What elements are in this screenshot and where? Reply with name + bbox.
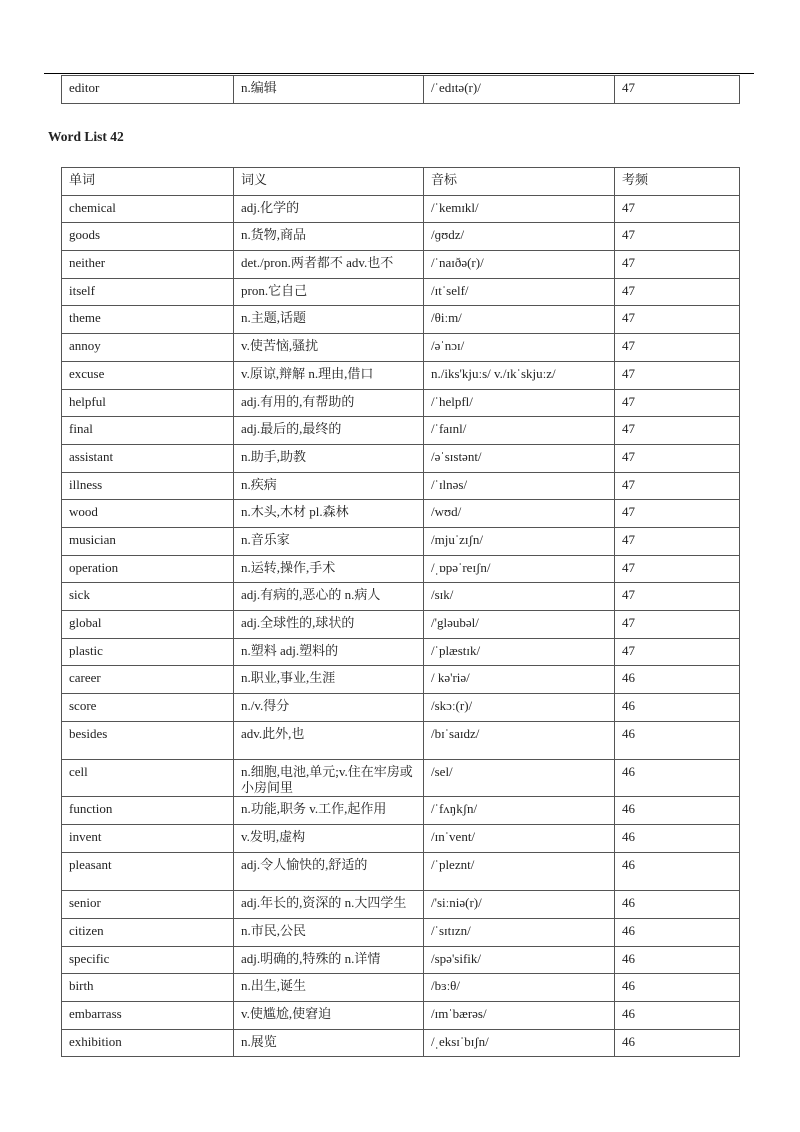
meaning-cell: adj.全球性的,球状的: [234, 611, 424, 639]
frequency-cell: 47: [615, 638, 740, 666]
table-row: [62, 694, 740, 722]
phonetic-cell: /ˌeksɪˈbɪʃn/: [424, 1029, 615, 1057]
meaning-cell: adj.年长的,资深的 n.大四学生: [234, 891, 424, 919]
table-row: [62, 389, 740, 417]
phonetic-cell: / kə'riə/: [424, 666, 615, 694]
word-cell: global: [62, 611, 234, 639]
meaning-cell: adj.化学的: [234, 195, 424, 223]
meaning-cell: adj.有病的,恶心的 n.病人: [234, 583, 424, 611]
frequency-cell: 47: [615, 472, 740, 500]
meaning-cell: pron.它自己: [234, 278, 424, 306]
table-row: [62, 278, 740, 306]
table-row: [62, 417, 740, 445]
header-meaning: 词义: [234, 168, 424, 196]
frequency-cell: 46: [615, 1001, 740, 1029]
phonetic-cell: /ˈsɪtɪzn/: [424, 918, 615, 946]
meaning-cell: det./pron.两者都不 adv.也不: [234, 251, 424, 279]
frequency-cell: 47: [615, 527, 740, 555]
frequency-cell: 47: [615, 278, 740, 306]
phonetic-cell: /ɪmˈbærəs/: [424, 1001, 615, 1029]
frequency-cell: 46: [615, 918, 740, 946]
table-row: [62, 1029, 740, 1057]
word-cell: final: [62, 417, 234, 445]
word-cell: excuse: [62, 361, 234, 389]
frequency-cell: 46: [615, 760, 740, 797]
frequency-cell: 46: [615, 852, 740, 891]
table-row: [62, 974, 740, 1002]
meaning-cell: n.塑料 adj.塑料的: [234, 638, 424, 666]
frequency-cell: 46: [615, 824, 740, 852]
meaning-cell: n.疾病: [234, 472, 424, 500]
frequency-cell: 47: [615, 417, 740, 445]
word-cell: itself: [62, 278, 234, 306]
header-frequency: 考频: [615, 168, 740, 196]
word-cell: editor: [62, 76, 234, 104]
table-row: [62, 611, 740, 639]
meaning-cell: n.功能,职务 v.工作,起作用: [234, 797, 424, 825]
frequency-cell: 47: [615, 76, 740, 104]
word-list-table: [61, 167, 740, 1057]
top-rule: [44, 73, 754, 74]
meaning-cell: v.使苦恼,骚扰: [234, 334, 424, 362]
word-cell: cell: [62, 760, 234, 797]
frequency-cell: 46: [615, 721, 740, 760]
phonetic-cell: /ˈnaɪðə(r)/: [424, 251, 615, 279]
phonetic-cell: /'siːniə(r)/: [424, 891, 615, 919]
word-cell: specific: [62, 946, 234, 974]
phonetic-cell: /bɪˈsaɪdz/: [424, 721, 615, 760]
meaning-cell: adj.最后的,最终的: [234, 417, 424, 445]
word-cell: citizen: [62, 918, 234, 946]
table-row: [62, 361, 740, 389]
meaning-cell: v.发明,虚构: [234, 824, 424, 852]
phonetic-cell: /ˈhelpfl/: [424, 389, 615, 417]
frequency-cell: 46: [615, 974, 740, 1002]
word-cell: illness: [62, 472, 234, 500]
word-cell: assistant: [62, 444, 234, 472]
phonetic-cell: /əˈsɪstənt/: [424, 444, 615, 472]
frequency-cell: 47: [615, 389, 740, 417]
meaning-cell: n.音乐家: [234, 527, 424, 555]
phonetic-cell: /ˈɪlnəs/: [424, 472, 615, 500]
table-row: [62, 500, 740, 528]
meaning-cell: n.主题,话题: [234, 306, 424, 334]
table-row: [62, 555, 740, 583]
header-word: 单词: [62, 168, 234, 196]
table-row: [62, 444, 740, 472]
word-cell: wood: [62, 500, 234, 528]
phonetic-cell: /ˈplæstɪk/: [424, 638, 615, 666]
word-cell: embarrass: [62, 1001, 234, 1029]
phonetic-cell: /skɔː(r)/: [424, 694, 615, 722]
table-row: [62, 638, 740, 666]
word-cell: pleasant: [62, 852, 234, 891]
phonetic-cell: /bɜːθ/: [424, 974, 615, 1002]
frequency-cell: 46: [615, 1029, 740, 1057]
meaning-cell: n./v.得分: [234, 694, 424, 722]
phonetic-cell: /əˈnɔɪ/: [424, 334, 615, 362]
table-row: [62, 251, 740, 279]
table-row: [62, 195, 740, 223]
word-cell: exhibition: [62, 1029, 234, 1057]
word-cell: operation: [62, 555, 234, 583]
word-cell: neither: [62, 251, 234, 279]
meaning-cell: n.市民,公民: [234, 918, 424, 946]
frequency-cell: 47: [615, 500, 740, 528]
word-cell: helpful: [62, 389, 234, 417]
table-row: [62, 721, 740, 760]
meaning-cell: n.展览: [234, 1029, 424, 1057]
frequency-cell: 47: [615, 334, 740, 362]
table-row: [62, 797, 740, 825]
table-row: [62, 824, 740, 852]
frequency-cell: 47: [615, 223, 740, 251]
header-row: [62, 168, 740, 196]
meaning-cell: v.使尴尬,使窘迫: [234, 1001, 424, 1029]
phonetic-cell: /ˈkemɪkl/: [424, 195, 615, 223]
table-row: [62, 666, 740, 694]
table-row: [62, 306, 740, 334]
frequency-cell: 47: [615, 555, 740, 583]
frequency-cell: 46: [615, 666, 740, 694]
table-row: [62, 760, 740, 797]
phonetic-cell: /ˌɒpəˈreɪʃn/: [424, 555, 615, 583]
table-row: [62, 946, 740, 974]
word-cell: senior: [62, 891, 234, 919]
word-cell: invent: [62, 824, 234, 852]
frequency-cell: 47: [615, 195, 740, 223]
meaning-cell: adj.令人愉快的,舒适的: [234, 852, 424, 891]
word-cell: sick: [62, 583, 234, 611]
phonetic-cell: /ˈfʌŋkʃn/: [424, 797, 615, 825]
meaning-cell: n.出生,诞生: [234, 974, 424, 1002]
phonetic-cell: /ɡʊdz/: [424, 223, 615, 251]
meaning-cell: v.原谅,辩解 n.理由,借口: [234, 361, 424, 389]
word-cell: chemical: [62, 195, 234, 223]
meaning-cell: n.职业,事业,生涯: [234, 666, 424, 694]
meaning-cell: n.编辑: [234, 76, 424, 104]
frequency-cell: 46: [615, 797, 740, 825]
word-cell: score: [62, 694, 234, 722]
table-row: [62, 527, 740, 555]
table-row: [62, 1001, 740, 1029]
frequency-cell: 46: [615, 891, 740, 919]
table-row: [62, 891, 740, 919]
phonetic-cell: /ɪnˈvent/: [424, 824, 615, 852]
frequency-cell: 47: [615, 306, 740, 334]
table-row: [62, 334, 740, 362]
phonetic-cell: /ɪtˈself/: [424, 278, 615, 306]
table-row: [62, 472, 740, 500]
word-cell: plastic: [62, 638, 234, 666]
word-cell: birth: [62, 974, 234, 1002]
frequency-cell: 46: [615, 946, 740, 974]
word-cell: annoy: [62, 334, 234, 362]
phonetic-cell: /ˈfaɪnl/: [424, 417, 615, 445]
table-row: [62, 852, 740, 891]
word-cell: musician: [62, 527, 234, 555]
table-row: [62, 223, 740, 251]
phonetic-cell: /wʊd/: [424, 500, 615, 528]
section-title: Word List 42: [48, 129, 124, 144]
phonetic-cell: /θiːm/: [424, 306, 615, 334]
meaning-cell: n.助手,助教: [234, 444, 424, 472]
phonetic-cell: /mjuˈzɪʃn/: [424, 527, 615, 555]
meaning-cell: adj.有用的,有帮助的: [234, 389, 424, 417]
phonetic-cell: /spə'sifik/: [424, 946, 615, 974]
header-phonetic: 音标: [424, 168, 615, 196]
meaning-cell: adv.此外,也: [234, 721, 424, 760]
phonetic-cell: /ˈpleznt/: [424, 852, 615, 891]
phonetic-cell: /ˈedɪtə(r)/: [424, 76, 615, 104]
word-cell: career: [62, 666, 234, 694]
meaning-cell: n.木头,木材 pl.森林: [234, 500, 424, 528]
frequency-cell: 47: [615, 611, 740, 639]
frequency-cell: 47: [615, 583, 740, 611]
phonetic-cell: /sel/: [424, 760, 615, 797]
table-row: [62, 76, 740, 104]
phonetic-cell: n./iks'kjuːs/ v./ɪkˈskjuːz/: [424, 361, 615, 389]
table-row: [62, 583, 740, 611]
meaning-cell: n.运转,操作,手术: [234, 555, 424, 583]
phonetic-cell: /sɪk/: [424, 583, 615, 611]
frequency-cell: 47: [615, 251, 740, 279]
frequency-cell: 47: [615, 361, 740, 389]
frequency-cell: 47: [615, 444, 740, 472]
meaning-cell: adj.明确的,特殊的 n.详情: [234, 946, 424, 974]
word-cell: besides: [62, 721, 234, 760]
word-cell: function: [62, 797, 234, 825]
phonetic-cell: /'gləubəl/: [424, 611, 615, 639]
table-row: [62, 918, 740, 946]
word-cell: theme: [62, 306, 234, 334]
word-cell: goods: [62, 223, 234, 251]
frequency-cell: 46: [615, 694, 740, 722]
meaning-cell: n.细胞,电池,单元;v.住在牢房或小房间里: [234, 760, 424, 797]
meaning-cell: n.货物,商品: [234, 223, 424, 251]
continued-table: [61, 75, 740, 104]
